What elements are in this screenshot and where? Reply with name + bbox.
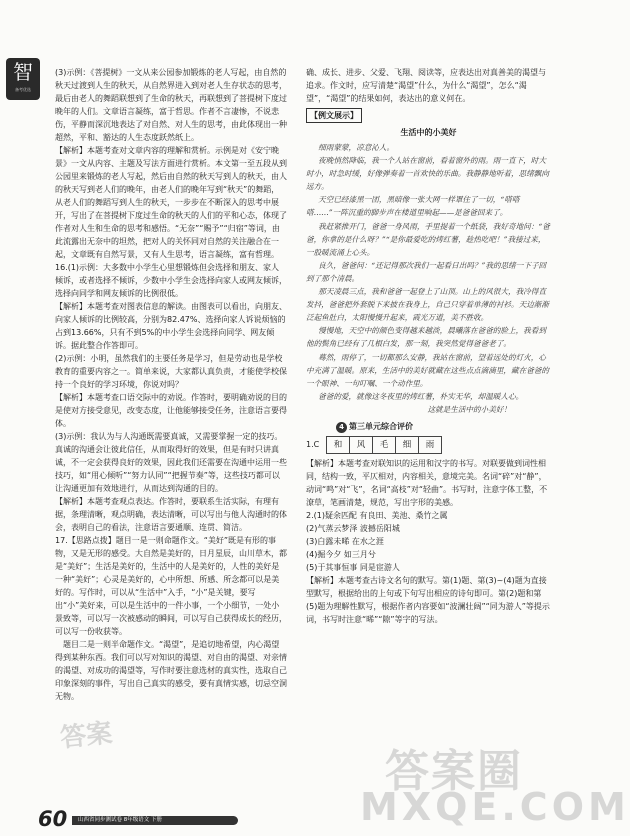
q2-answer-line: (2)气蒸云梦泽 波撼岳阳城 [306,523,400,533]
unit-evaluation-title: 第三单元综合评价 [349,421,413,431]
analysis-paragraph: 【解析】本题考查观点表达。作答时，要联系生活实际，有理有据，条理清晰，观点明确，表达清晰，可以写出与他人沟通时的体会，表明自己的看法，注意语言要通顺、连贯、简洁。 [55,497,287,532]
analysis-paragraph: 【解析】本题考查口语交际中的劝说。作答时，要明确劝说的目的是使对方接受意见，改变态度，让他能够接受任务，注意语言要得体。 [55,393,287,428]
unit-number-badge: 4 [336,422,347,433]
essay-paragraph: 良久，爸爸问：“还记得那次我们一起看日出吗？”我的思绪一下子回到了那个清晨。 [306,260,547,283]
answer-paragraph: (3)示例：《菩提树》一文从来公园参加锻炼的老人写起，由自然的秋天过渡到人生的秋天，从自然界进入到对老人生存状态的思考，最后由老人的舞蹈联想到了生命的秋天，再联想到了菩提树下度过晚年的人们。文章语言凝练，富于哲思。作者不言凄惨，不说悲伤，平静而深沉地表达了对自然、对人生的思考，由此体现出一种超然，平和、豁达的人生态度跃然纸上。 [55,68,287,142]
q2-analysis: 【解析】本题考查古诗文名句的默写。第(1)题、第(3)~(4)题为直接型默写，根据给出的上句或下句写出相应的诗句即可。第(2)题和第(5)题为理解性默写，根据作者内容要如“波澜壮阔”“同为游人”等提示词，书写时注意“晞”“隙”等字的写法。 [306,575,550,624]
q1-label: 1.C [306,440,320,450]
calligraphy-cell: 风 [350,436,373,454]
writing-guidance: 题目二是一则半命题作文。“渴望”，是追切地希望，内心渴望得到某种东西。我们可以写对知识的渴望、对自由的渴望、对亲情的渴望、对成功的渴望等，写作时要注意选材的真实性，选取自己印象深刻的事件，写出自己真实的感受，要有真情实感，切忌空洞无物。 [55,640,287,701]
calligraphy-cell: 细 [396,436,419,454]
watermark: MXQE.COM [360,785,630,829]
q2-answer-line: (5)于其事恒事 同是宦游人 [306,562,400,572]
essay-paragraph: 蓦然，雨停了，一切都那么安静，我站在窗前，望着远处的灯火，心中充满了温暖。原来，生活中的美好就藏在这些点点滴滴里，藏在爸爸的一个眼神、一句叮嘱、一个动作里。 [306,352,549,388]
q2-answer-line: (4)掘今夕 如三月兮 [306,549,376,559]
q1-answer-row [306,436,551,454]
example-essay [306,141,551,416]
left-column [55,66,287,703]
answer-paragraph: (3)示例：我认为与人沟通既需要真诚，又需要掌握一定的技巧。真诚的沟通会让彼此信任，从而取得好的效果，但是有时只讲真诚，不一定会获得良好的效果，因此我们还需要在沟通中运用一些技巧，如“用心倾听”“努力认同”“把握节奏”等，这些技巧都可以让沟通更加有效地进行，从而达到沟通的目的。 [55,432,287,493]
writing-guidance: 17.【思路点拨】题目一是一则命题作文。“美好”既是有形的事物，又是无形的感受。大自然是美好的，日月星辰，山川草木，都是“美好”；生活是美好的，生活中的人是美好的，人性的美好是一种“美好”；心灵是美好的，心中所想、所感、所念都可以是美好的。写作时，可以从“生活中”入手，“小”是关键，要写出“小”美好来，可以是生活中的一件小事，一个小细节，一处小景致等，可以写一次被感动的瞬间，可以写自己获得成长的经历，可以写一份收获等。 [55,536,287,636]
example-essay-heading: 【例文展示】 [306,108,362,123]
page-footer [38,807,558,831]
essay-paragraph: 天空已经漆黑一团，黑暗像一张大网一样罩住了一切，“嗒嗒嗒……”一阵沉重的脚步声在楼道里响起——是爸爸回来了。 [306,195,520,218]
logo-glyph: 智 [13,60,33,84]
calligraphy-cell: 毛 [373,436,396,454]
unit-evaluation-heading [306,420,551,433]
footer-bar: 山西省同步测试卷 8年级语文 下册 [72,816,238,825]
essay-paragraph: 我赶紧推开门，爸爸一身风雨，手里提着一个纸袋，我好奇地问：“爸爸，你拿的是什么呀？”“是你最爱吃的烤红薯，趁热吃吧！”我接过来，一股暖流涌上心头。 [306,221,550,257]
answer-paragraph: 16.(1)示例：大多数中小学生心里想锻炼但会选择和朋友、家人倾诉，或者选择不倾诉，少数中小学生会选择向家人或网友倾诉，选择向同学和网友倾诉的比例很低。 [55,263,287,298]
essay-paragraph: 夜晚悄然降临，我一个人站在窗前，看着窗外的雨。雨一直下，时大时小，时急时缓，好像弹奏着一首欢快的乐曲。我静静地听着，思绪飘向远方。 [306,156,549,192]
essay-paragraph: 慢慢地，天空中的颜色变得越来越淡，晨曦落在爸爸的脸上，我看到他的鬓角已经有了几根白发，那一刻，我突然觉得爸爸老了。 [306,326,546,349]
brand-logo [6,58,40,100]
essay-title: 生活中的小美好 [400,128,457,137]
answer-paragraph: (2)示例：小明，虽然我们的主要任务是学习，但是劳动也是学校教育的重要内容之一。简单来说，大家都认真负责，才能使学校保持一个良好的学习环境，你说对吗？ [55,354,287,389]
calligraphy-cell: 雨 [419,436,442,454]
writing-guidance-cont: 确、成长、进步、父爱、飞翔、阅读等，应表达出对真善美的渴望与追求。作文时，应写清楚“渴望”什么，为什么“渴望”，怎么“渴望”，“渴望”的结果如何，表达出的意义何在。 [306,68,546,103]
essay-paragraph: 爸爸的爱，就像这冬夜里的烤红薯，朴实无华，却温暖人心。 [318,391,524,401]
essay-paragraph: 那天凌晨三点，我和爸爸一起登上了山顶。山上的风很大，我冷得直发抖，爸爸把外套脱下来披在我身上，自己只穿着单薄的衬衫。天边渐渐泛起鱼肚白，太阳慢慢升起来，霞光万道，美不胜收。 [306,287,549,323]
q1-analysis: 【解析】本题考查对联知识的运用和汉字的书写。对联要做到词性相同，结构一致，平仄相对，内容相关，意境完美。名词“碎”对“静”，动词“鸣”对“飞”，名词“高枝”对“轻曲”。书写时，注意字体工整，不潦草，笔画清楚，规范，写出字形的美感。 [306,458,548,507]
page-number: 60 [38,807,68,831]
q2-answer-line: (3)白露未晞 在水之涯 [306,536,384,546]
analysis-paragraph: 【解析】本题考查对图表信息的解读。由图表可以看出，向朋友、向家人倾诉的比例较高，分别为82.47%、选择向家人诉说烦恼的占到13.66%，只有不到5%的中小学生会选择向同学、网友倾诉。据此整合作答即可。 [55,302,287,350]
logo-subtitle: 备考优选 [15,87,31,92]
calligraphy-cell: 和 [326,436,350,454]
right-column [306,66,551,626]
essay-paragraph: 细雨蒙蒙，凉意沁人。 [318,143,395,152]
essay-closing: 这就是生活中的小美好！ [427,404,511,414]
q2-answer-line: 2.(1)疑余匹配 有良田、美池、桑竹之属 [306,510,448,520]
watermark: 答案 [58,718,114,754]
analysis-paragraph: 【解析】本题考查对文章内容的理解和赏析。示例是对《安宁晚景》一文从内容、主题及写法方面进行赏析。本文第一至五段从到公园里来锻炼的老人写起，然后由自然的秋天写到人的秋天，由人的秋天写到老人们的晚年，由老人们的晚年写到“秋天”的舞蹈，从老人们的舞蹈写到人生的秋天，一步步在不断深入的思考中展开，写出了在菩提树下度过生命的秋天的人们的平和心态，体现了作者对人生和生命的思考和感悟。“无奈”“赐予”“归宿”等词，由此流露出无奈中的坦然，把对人的关怀同对自然的关注融合在一起，文章既有自然写景，又有人生思考，语言凝练，富有哲理。 [55,146,287,259]
watermark: 答案圈 [385,746,523,797]
